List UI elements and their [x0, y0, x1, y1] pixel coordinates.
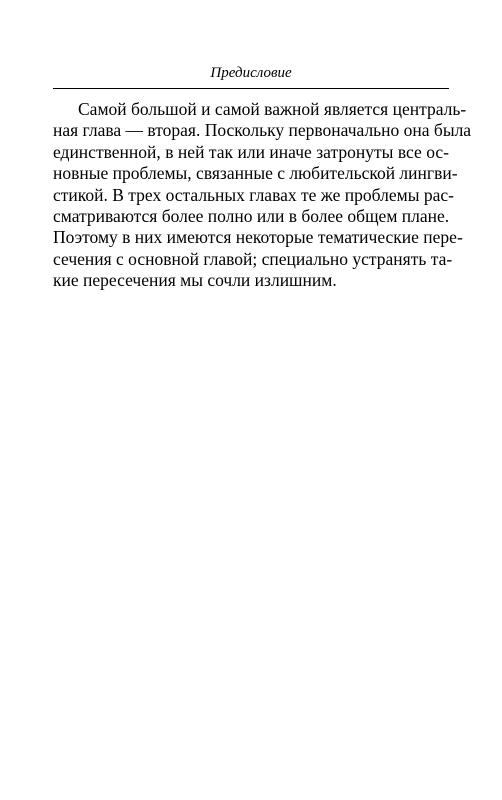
paragraph-line: сечения с основной главой; специально устранять та-: [53, 248, 453, 269]
body-paragraph: [53, 99, 472, 292]
paragraph-line: стикой. В трех остальных главах те же проблемы рас-: [53, 184, 454, 205]
paragraph-line: сматриваются более полно или в более общем плане.: [53, 206, 450, 227]
header-rule: [53, 88, 449, 89]
paragraph-line: кие пересечения мы сочли излишним.: [53, 270, 337, 291]
paragraph-line: единственной, в ней так или иначе затронуты все ос-: [53, 141, 449, 162]
paragraph-line: Поэтому в них имеются некоторые тематические пере-: [53, 227, 463, 248]
paragraph-line: Самой большой и самой важной является централь-: [78, 99, 467, 119]
paragraph-line: новные проблемы, связанные с любительской лингви-: [53, 163, 458, 184]
running-head: Предисловие: [210, 65, 292, 81]
paragraph-line: ная глава — вторая. Поскольку первоначально она была: [53, 120, 472, 141]
